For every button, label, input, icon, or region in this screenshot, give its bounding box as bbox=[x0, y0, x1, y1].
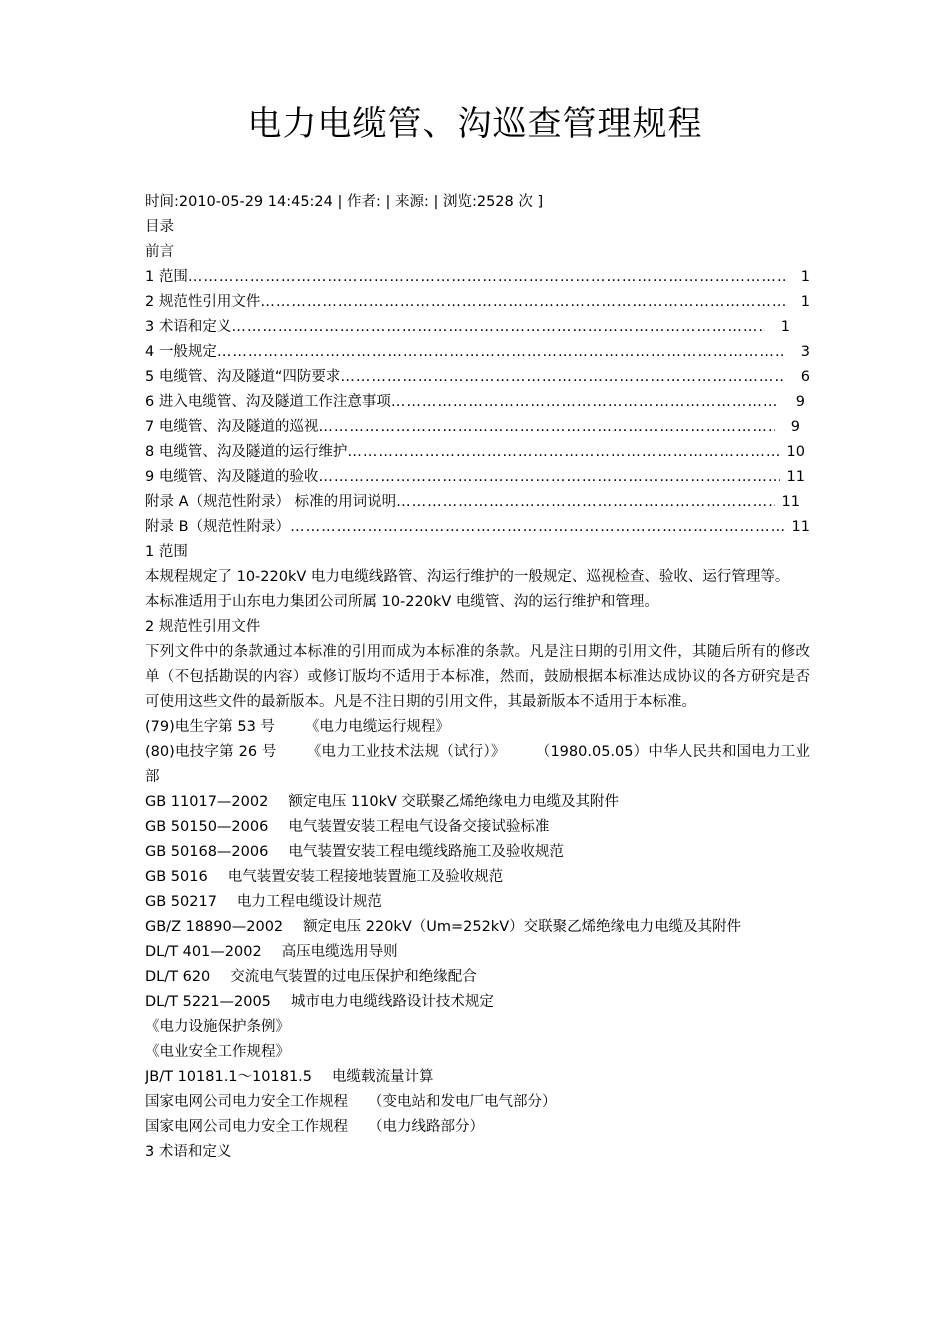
section-heading: 1 范围 bbox=[145, 544, 188, 560]
reference-item: GB 50217 电力工程电缆设计规范 bbox=[145, 894, 382, 910]
toc-entry[interactable]: 6 进入电缆管、沟及隧道工作注意事项 …………………………………………………………………………………………………………………………………………………………………………………………………………………… 9 bbox=[145, 390, 810, 415]
toc-leader-dots bbox=[231, 315, 765, 340]
section-heading: 2 规范性引用文件 bbox=[145, 619, 261, 635]
toc-entry[interactable]: 4 一般规定 …………………………………………………………………………………………………………………………………………………………………………………………………………………… 3 bbox=[145, 340, 810, 365]
reference-item: DL/T 5221—2005 城市电力电缆线路设计技术规定 bbox=[145, 994, 494, 1010]
document-title: 电力电缆管、沟巡查管理规程 bbox=[247, 104, 703, 144]
toc-leader-dots bbox=[260, 290, 785, 315]
reference-list bbox=[145, 715, 810, 1140]
toc-entry[interactable]: 3 术语和定义 …………………………………………………………………………………………………………………………………………………………………………………………………………………… 1 bbox=[145, 315, 810, 340]
paragraph: 下列文件中的条款通过本标准的引用而成为本标准的条款。凡是注日期的引用文件，其随后所有的修改单（不包括勘误的内容）或修订版均不适用于本标准，然而，鼓励根据本标准达成协议的各方研究是否可使用这些文件的最新版本。凡是不注日期的引用文件，其最新版本不适用于本标准。 bbox=[145, 644, 810, 710]
reference-item: GB 50168—2006 电气装置安装工程电缆线路施工及验收规范 bbox=[145, 844, 564, 860]
toc-entry[interactable]: 附录 B（规范性附录） …………………………………………………………………………………………………………………………………………………………………………………………………………………… 11 bbox=[145, 515, 810, 540]
toc-leader-dots bbox=[290, 515, 785, 540]
reference-item: DL/T 401—2002 高压电缆选用导则 bbox=[145, 944, 398, 960]
reference-item: GB 11017—2002 额定电压 110kV 交联聚乙烯绝缘电力电缆及其附件 bbox=[145, 794, 620, 810]
reference-item: 《电业安全工作规程》 bbox=[145, 1044, 290, 1060]
document-body bbox=[145, 190, 810, 1165]
toc-entry[interactable]: 2 规范性引用文件 …………………………………………………………………………………………………………………………………………………………………………………………………………………… 1 bbox=[145, 290, 810, 315]
toc-leader-dots bbox=[391, 390, 780, 415]
toc-heading: 目录 bbox=[145, 219, 174, 235]
toc-entry[interactable]: 5 电缆管、沟及隧道“四防要求 …………………………………………………………………………………………………………………………………………………………………………………………………………………… 6 bbox=[145, 365, 810, 390]
toc-entry[interactable]: 附录 A（规范性附录） 标准的用词说明 …………………………………………………………………………………………………………………………………………………………………………………………………………………… 11 bbox=[145, 490, 810, 515]
reference-item: (80)电技字第 26 号 《电力工业技术法规（试行）》 （1980.05.05）中华人民共和国电力工业部 bbox=[145, 744, 810, 785]
toc-entry[interactable]: 9 电缆管、沟及隧道的验收 …………………………………………………………………………………………………………………………………………………………………………………………………………………… 11 bbox=[145, 465, 810, 490]
reference-item: JB/T 10181.1～10181.5 电缆载流量计算 bbox=[145, 1069, 434, 1085]
reference-item: GB 50150—2006 电气装置安装工程电气设备交接试验标准 bbox=[145, 819, 550, 835]
table-of-contents bbox=[145, 265, 810, 540]
reference-item: (79)电生字第 53 号 《电力电缆运行规程》 bbox=[145, 719, 450, 735]
reference-item: 国家电网公司电力安全工作规程 （变电站和发电厂电气部分） bbox=[145, 1094, 557, 1110]
toc-leader-dots bbox=[318, 465, 780, 490]
reference-item: GB 5016 电气装置安装工程接地装置施工及验收规范 bbox=[145, 869, 504, 885]
toc-entry[interactable]: 8 电缆管、沟及隧道的运行维护 …………………………………………………………………………………………………………………………………………………………………………………………………………………… 10 bbox=[145, 440, 810, 465]
paragraph: 本规程规定了 10-220kV 电力电缆线路管、沟运行维护的一般规定、巡视检查、验收、运行管理等。 bbox=[145, 569, 790, 585]
toc-leader-dots bbox=[396, 490, 775, 515]
toc-entry[interactable]: 1 范围 …………………………………………………………………………………………………………………………………………………………………………………………………………………… 1 bbox=[145, 265, 810, 290]
reference-item: DL/T 620 交流电气装置的过电压保护和绝缘配合 bbox=[145, 969, 477, 985]
toc-leader-dots bbox=[217, 340, 785, 365]
reference-item: 《电力设施保护条例》 bbox=[145, 1019, 290, 1035]
foreword-entry: 前言 bbox=[145, 244, 174, 260]
section-heading: 3 术语和定义 bbox=[145, 1144, 232, 1160]
toc-leader-dots bbox=[347, 440, 780, 465]
reference-item: GB/Z 18890—2002 额定电压 220kV（Um=252kV）交联聚乙烯绝缘电力电缆及其附件 bbox=[145, 919, 742, 935]
meta-line: 时间:2010-05-29 14:45:24 | 作者: | 来源: | 浏览:2528 次 ] bbox=[145, 194, 544, 210]
paragraph: 本标准适用于山东电力集团公司所属 10-220kV 电缆管、沟的运行维护和管理。 bbox=[145, 594, 659, 610]
toc-leader-dots bbox=[318, 415, 775, 440]
toc-leader-dots bbox=[188, 265, 785, 290]
toc-entry[interactable]: 7 电缆管、沟及隧道的巡视 …………………………………………………………………………………………………………………………………………………………………………………………………………………… 9 bbox=[145, 415, 810, 440]
reference-item: 国家电网公司电力安全工作规程 （电力线路部分） bbox=[145, 1119, 484, 1135]
toc-leader-dots bbox=[340, 365, 785, 390]
